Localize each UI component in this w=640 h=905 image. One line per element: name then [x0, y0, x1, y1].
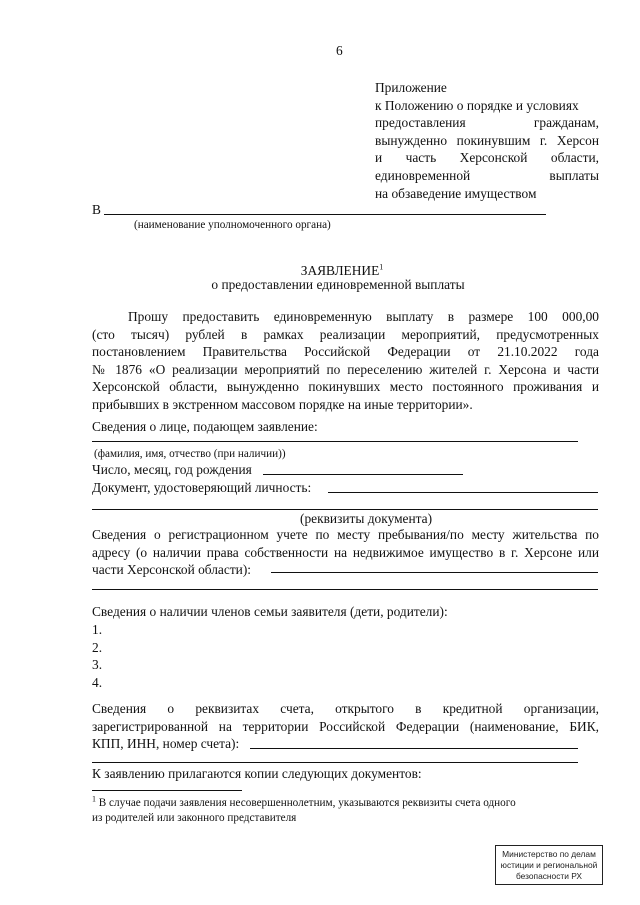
applicant-name-caption: (фамилия, имя, отчество (при наличии)): [94, 448, 286, 460]
addressee-caption: (наименование уполномоченного органа): [134, 219, 331, 231]
applicant-name-field[interactable]: [92, 441, 578, 442]
footnote-line: [92, 796, 602, 811]
bank-line: Сведения о реквизитах счета, открытого в кредитной организации,: [92, 701, 599, 716]
document-subtitle: о предоставлении единовременной выплаты: [211, 277, 465, 292]
registration-line: части Херсонской области):: [92, 562, 252, 578]
paragraph-line: постановлением Правительства Российской Федерации от 21.10.2022 года: [92, 344, 599, 360]
appendix-line: на обзаведение имуществом: [375, 185, 537, 201]
appendix-title: Приложение: [375, 80, 447, 95]
paragraph-line: Прошу предоставить единовременную выплату в размере 100 000,00: [128, 309, 599, 324]
appendix-line: вынужденно покинувшим г. Херсон: [375, 132, 599, 148]
family-list: [92, 621, 102, 691]
appendix-line: к Положению о порядке и условиях: [375, 97, 579, 113]
id-document-caption: (реквизиты документа): [300, 511, 433, 526]
paragraph-line: (сто тысяч) рублей в рамках реализации мероприятий, предусмотренных: [92, 326, 599, 342]
bank-line: КПП, ИНН, номер счета):: [92, 736, 240, 752]
appendix-line: предоставления гражданам,: [375, 115, 599, 131]
bank-field[interactable]: [250, 748, 578, 749]
paragraph-line: Херсонской области, вынужденно покинувших место постоянного проживания и: [92, 379, 599, 395]
registration-field[interactable]: [271, 572, 598, 573]
appendix-line: единовременной выплаты: [375, 167, 599, 183]
title-footnote-mark: 1: [379, 262, 384, 272]
id-document-field[interactable]: [328, 492, 598, 493]
appendix-line: и часть Херсонской области,: [375, 150, 599, 166]
birth-date-field[interactable]: [263, 474, 463, 475]
stamp-line: Министерство по делам: [502, 849, 596, 859]
bank-line: зарегистрированной на территории Российской Федерации (наименование, БИК,: [92, 718, 599, 734]
registration-line: адресу (о наличии права собственности на недвижимое имущество в г. Херсоне или: [92, 544, 599, 560]
footnote-separator: [92, 790, 242, 791]
footnote: [92, 796, 602, 825]
registration-block: [92, 526, 599, 579]
attachments-label: К заявлению прилагаются копии следующих документов:: [92, 766, 422, 781]
paragraph-line: № 1876 «О реализации мероприятий по переселению жителей г. Херсона и части: [92, 361, 599, 377]
family-label: Сведения о наличии членов семьи заявителя (дети, родители):: [92, 604, 448, 619]
registration-field-2[interactable]: [92, 589, 598, 590]
stamp-line: юстиции и региональной: [500, 860, 598, 870]
ministry-stamp: [495, 845, 603, 885]
bank-field-2[interactable]: [92, 762, 578, 763]
request-paragraph: [92, 308, 599, 414]
addressee-prefix: В: [92, 202, 101, 217]
title-text: ЗАЯВЛЕНИЕ: [300, 263, 380, 278]
footnote-mark: 1: [92, 794, 96, 804]
footnote-text: В случае подачи заявления несовершеннолетним, указываются реквизиты счета одного: [96, 797, 516, 809]
footnote-line: из родителей или законного представителя: [92, 811, 297, 824]
page-number: 6: [336, 43, 343, 58]
bank-block: [92, 700, 599, 753]
appendix-block: [375, 79, 599, 202]
family-item: 4.: [92, 674, 103, 690]
id-document-label: Документ, удостоверяющий личность:: [92, 480, 312, 495]
applicant-label: Сведения о лице, подающем заявление:: [92, 419, 318, 434]
family-item: 1.: [92, 622, 103, 637]
addressee-field[interactable]: [104, 214, 546, 215]
birth-date-label: Число, месяц, год рождения: [92, 462, 252, 477]
family-item: 3.: [92, 657, 103, 673]
stamp-line: безопасности РХ: [515, 871, 583, 881]
family-item: 2.: [92, 639, 103, 655]
paragraph-line: прибывших в экстренном массовом порядке на иные территории».: [92, 396, 473, 412]
registration-line: Сведения о регистрационном учете по месту пребывания/по месту жительства по: [92, 527, 599, 542]
